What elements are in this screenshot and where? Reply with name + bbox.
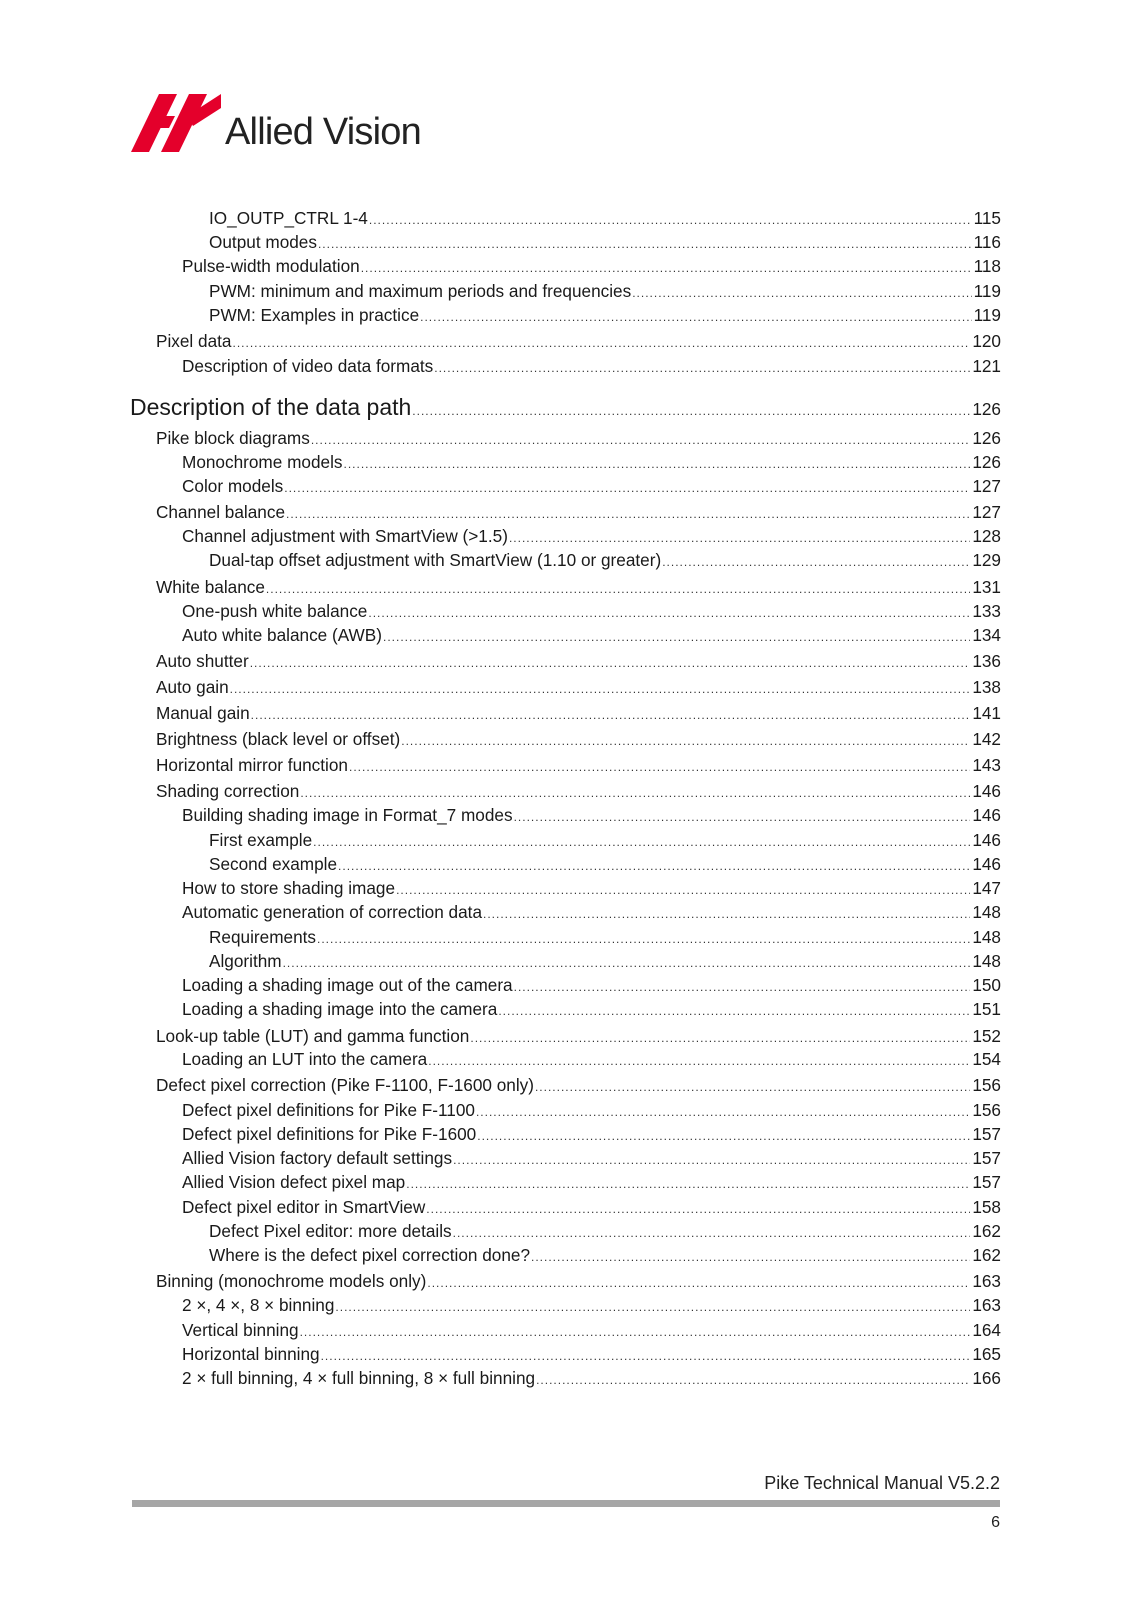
- toc-entry-title: Color models: [182, 476, 284, 496]
- toc-dot-leader: [335, 1296, 970, 1318]
- toc-dot-leader: [420, 306, 971, 328]
- toc-entry-title: Loading a shading image into the camera: [182, 999, 498, 1019]
- toc-dot-leader: [476, 1101, 970, 1123]
- toc-entry[interactable]: [156, 1074, 1001, 1096]
- toc-entry-page: 156: [972, 1075, 1001, 1095]
- footer-rule: [132, 1500, 1000, 1507]
- toc-entry-page: 166: [972, 1368, 1001, 1388]
- toc-dot-leader: [232, 332, 970, 354]
- toc-entry[interactable]: [182, 1048, 1001, 1070]
- toc-entry-page: 147: [972, 878, 1001, 898]
- toc-dot-leader: [361, 257, 972, 279]
- toc-entry-title: Automatic generation of correction data: [182, 902, 483, 922]
- toc-dot-leader: [286, 503, 970, 525]
- toc-entry-title: Second example: [209, 854, 338, 874]
- toc-entry-page: 120: [972, 331, 1001, 351]
- toc-dot-leader: [453, 1222, 971, 1244]
- toc-entry-page: 126: [972, 452, 1001, 472]
- toc-entry-page: 162: [972, 1221, 1001, 1241]
- toc-entry-page: 126: [972, 428, 1001, 448]
- toc-entry-title: Horizontal mirror function: [156, 755, 348, 775]
- toc-entry[interactable]: [182, 624, 1001, 646]
- toc-entry-page: 138: [972, 677, 1001, 697]
- toc-dot-leader: [317, 928, 970, 950]
- toc-entry-title: Channel adjustment with SmartView (>1.5): [182, 526, 508, 546]
- toc-entry-title: Auto shutter: [156, 651, 249, 671]
- toc-entry-page: 142: [972, 729, 1001, 749]
- toc-dot-leader: [426, 1198, 970, 1220]
- toc-entry-title: Shading correction: [156, 781, 300, 801]
- toc-entry-page: 164: [972, 1320, 1001, 1340]
- toc-dot-leader: [383, 626, 970, 648]
- toc-entry[interactable]: [209, 549, 1001, 571]
- toc-entry[interactable]: [156, 1025, 1001, 1047]
- toc-entry[interactable]: [156, 650, 1001, 672]
- toc-entry[interactable]: [182, 475, 1001, 497]
- toc-entry-page: 127: [972, 502, 1001, 522]
- brand-name: Allied Vision: [225, 111, 421, 153]
- toc-dot-leader: [514, 806, 971, 828]
- toc-entry[interactable]: [182, 901, 1001, 923]
- toc-entry[interactable]: [209, 207, 1001, 229]
- toc-entry-page: 165: [972, 1344, 1001, 1364]
- toc-entry[interactable]: [182, 1294, 1001, 1316]
- toc-dot-leader: [498, 1000, 970, 1022]
- toc-entry-title: 2 ×, 4 ×, 8 × binning: [182, 1295, 335, 1315]
- toc-entry[interactable]: [182, 1196, 1001, 1218]
- toc-entry-page: 163: [972, 1295, 1001, 1315]
- toc-dot-leader: [284, 477, 970, 499]
- toc-entry[interactable]: [209, 853, 1001, 875]
- toc-entry[interactable]: [156, 780, 1001, 802]
- toc-entry-page: 162: [972, 1245, 1001, 1265]
- toc-entry-page: 119: [973, 305, 1001, 325]
- toc-chapter-entry[interactable]: [130, 393, 1001, 421]
- toc-dot-leader: [531, 1246, 970, 1268]
- toc-entry-page: 158: [972, 1197, 1001, 1217]
- toc-entry-page: 119: [973, 281, 1001, 301]
- toc-entry-page: 121: [972, 356, 1001, 376]
- toc-entry[interactable]: [182, 255, 1001, 277]
- toc-entry[interactable]: [182, 600, 1001, 622]
- toc-dot-leader: [406, 1173, 970, 1195]
- toc-entry-page: 115: [973, 208, 1001, 228]
- toc-entry[interactable]: [156, 427, 1001, 449]
- toc-entry[interactable]: [156, 576, 1001, 598]
- toc-entry-title: Manual gain: [156, 703, 250, 723]
- toc-entry[interactable]: [182, 1123, 1001, 1145]
- toc-entry-title: Defect Pixel editor: more details: [209, 1221, 452, 1241]
- toc-dot-leader: [283, 952, 971, 974]
- toc-entry-title: Defect pixel definitions for Pike F-1100: [182, 1100, 475, 1120]
- toc-entry-title: Output modes: [209, 232, 317, 252]
- toc-dot-leader: [428, 1050, 970, 1072]
- toc-entry-page: 127: [972, 476, 1001, 496]
- toc-entry-page: 118: [973, 256, 1001, 276]
- toc-dot-leader: [470, 1027, 970, 1049]
- toc-entry[interactable]: [182, 1099, 1001, 1121]
- toc-dot-leader: [509, 527, 970, 549]
- toc-dot-leader: [266, 578, 970, 600]
- toc-entry-page: 157: [972, 1172, 1001, 1192]
- toc-dot-leader: [427, 1272, 970, 1294]
- toc-entry-title: Dual-tap offset adjustment with SmartView (1.10 or greater): [209, 550, 662, 570]
- toc-entry-title: Vertical binning: [182, 1320, 299, 1340]
- toc-entry-title: Allied Vision defect pixel map: [182, 1172, 406, 1192]
- toc-dot-leader: [311, 429, 971, 451]
- toc-entry[interactable]: [182, 1343, 1001, 1365]
- toc-dot-leader: [412, 397, 970, 425]
- toc-entry[interactable]: [209, 829, 1001, 851]
- toc-dot-leader: [396, 879, 970, 901]
- toc-entry-page: 141: [972, 703, 1001, 723]
- toc-entry[interactable]: [209, 926, 1001, 948]
- toc-entry-title: Pulse-width modulation: [182, 256, 360, 276]
- toc-dot-leader: [300, 1321, 971, 1343]
- toc-entry-page: 116: [973, 232, 1001, 252]
- toc-entry-page: 148: [972, 927, 1001, 947]
- toc-dot-leader: [632, 282, 971, 304]
- toc-entry-title: Description of video data formats: [182, 356, 434, 376]
- toc-entry-title: Defect pixel definitions for Pike F-1600: [182, 1124, 477, 1144]
- toc-dot-leader: [453, 1149, 970, 1171]
- toc-entry-title: Requirements: [209, 927, 316, 947]
- toc-entry-title: Defect pixel editor in SmartView: [182, 1197, 426, 1217]
- toc-dot-leader: [349, 756, 970, 778]
- toc-entry-page: 152: [972, 1026, 1001, 1046]
- toc-dot-leader: [662, 551, 970, 573]
- toc-dot-leader: [300, 782, 970, 804]
- toc-entry[interactable]: [209, 1244, 1001, 1266]
- toc-entry-page: 133: [972, 601, 1001, 621]
- toc-entry-page: 136: [972, 651, 1001, 671]
- toc-entry-title: IO_OUTP_CTRL 1-4: [209, 208, 368, 228]
- toc-dot-leader: [313, 831, 970, 853]
- toc-entry-title: Channel balance: [156, 502, 286, 522]
- toc-entry[interactable]: [182, 974, 1001, 996]
- toc-entry[interactable]: [182, 804, 1001, 826]
- toc-entry-title: One-push white balance: [182, 601, 368, 621]
- toc-entry-page: 148: [972, 902, 1001, 922]
- toc-entry-title: Allied Vision factory default settings: [182, 1148, 453, 1168]
- toc-entry-page: 126: [972, 399, 1001, 419]
- toc-dot-leader: [483, 903, 970, 925]
- footer-manual-title: Pike Technical Manual V5.2.2: [764, 1473, 1000, 1493]
- toc-entry[interactable]: [209, 1220, 1001, 1242]
- toc-entry[interactable]: [156, 676, 1001, 698]
- toc-entry-title: Brightness (black level or offset): [156, 729, 401, 749]
- toc-entry-title: How to store shading image: [182, 878, 396, 898]
- footer-page-number: 6: [991, 1514, 1000, 1531]
- toc-entry[interactable]: [156, 728, 1001, 750]
- toc-entry-title: Loading an LUT into the camera: [182, 1049, 428, 1069]
- toc-entry[interactable]: [209, 231, 1001, 253]
- toc-entry-title: Algorithm: [209, 951, 282, 971]
- toc-entry-page: 154: [972, 1049, 1001, 1069]
- toc-entry-title: Description of the data path: [130, 394, 412, 420]
- toc-entry-page: 157: [972, 1148, 1001, 1168]
- toc-entry-page: 148: [972, 951, 1001, 971]
- toc-entry-page: 129: [972, 550, 1001, 570]
- toc-entry-title: Defect pixel correction (Pike F-1100, F-1600 only): [156, 1075, 534, 1095]
- toc-entry-title: White balance: [156, 577, 265, 597]
- toc-entry-page: 134: [972, 625, 1001, 645]
- toc-entry-page: 156: [972, 1100, 1001, 1120]
- toc-entry[interactable]: [182, 1367, 1001, 1389]
- toc-entry-page: 146: [972, 830, 1001, 850]
- toc-entry[interactable]: [209, 950, 1001, 972]
- toc-entry[interactable]: [182, 525, 1001, 547]
- toc-entry-title: Building shading image in Format_7 modes: [182, 805, 513, 825]
- toc-entry[interactable]: [209, 304, 1001, 326]
- toc-dot-leader: [368, 602, 970, 624]
- toc-dot-leader: [321, 1345, 971, 1367]
- toc-entry-title: PWM: minimum and maximum periods and frequencies: [209, 281, 632, 301]
- toc-dot-leader: [344, 453, 971, 475]
- toc-entry-page: 128: [972, 526, 1001, 546]
- toc-entry[interactable]: [182, 877, 1001, 899]
- toc-dot-leader: [477, 1125, 970, 1147]
- toc-dot-leader: [250, 652, 971, 674]
- toc-entry[interactable]: [156, 501, 1001, 523]
- toc-dot-leader: [514, 976, 971, 998]
- toc-dot-leader: [535, 1076, 970, 1098]
- toc-entry-page: 143: [972, 755, 1001, 775]
- toc-entry-title: Auto white balance (AWB): [182, 625, 382, 645]
- toc-entry[interactable]: [156, 1270, 1001, 1292]
- toc-dot-leader: [536, 1369, 970, 1391]
- toc-entry-page: 163: [972, 1271, 1001, 1291]
- toc-entry-title: PWM: Examples in practice: [209, 305, 420, 325]
- toc-entry-title: Horizontal binning: [182, 1344, 320, 1364]
- toc-entry-title: Monochrome models: [182, 452, 343, 472]
- toc-entry-page: 151: [972, 999, 1001, 1019]
- toc-dot-leader: [369, 209, 972, 231]
- toc-entry-title: Binning (monochrome models only): [156, 1271, 427, 1291]
- toc-dot-leader: [230, 678, 971, 700]
- toc-entry-page: 157: [972, 1124, 1001, 1144]
- toc-dot-leader: [434, 357, 970, 379]
- toc-entry[interactable]: [182, 1147, 1001, 1169]
- toc-entry[interactable]: [182, 451, 1001, 473]
- toc-entry-title: Where is the defect pixel correction done?: [209, 1245, 531, 1265]
- toc-entry[interactable]: [182, 1171, 1001, 1193]
- toc-entry-page: 146: [972, 854, 1001, 874]
- toc-entry-page: 131: [972, 577, 1001, 597]
- toc-entry[interactable]: [182, 355, 1001, 377]
- toc-entry[interactable]: [182, 998, 1001, 1020]
- toc-entry-page: 146: [972, 781, 1001, 801]
- toc-entry-title: 2 × full binning, 4 × full binning, 8 × full binning: [182, 1368, 536, 1388]
- toc-dot-leader: [318, 233, 972, 255]
- toc-entry-title: Auto gain: [156, 677, 229, 697]
- toc-entry-title: Pike block diagrams: [156, 428, 310, 448]
- toc-dot-leader: [338, 855, 970, 877]
- toc-entry-page: 150: [972, 975, 1001, 995]
- toc-entry[interactable]: [182, 1319, 1001, 1341]
- toc-entry-title: Loading a shading image out of the camera: [182, 975, 513, 995]
- toc-entry[interactable]: [209, 280, 1001, 302]
- toc-entry-title: Look-up table (LUT) and gamma function: [156, 1026, 470, 1046]
- toc-entry[interactable]: [156, 702, 1001, 724]
- toc-entry-title: Pixel data: [156, 331, 232, 351]
- toc-dot-leader: [401, 730, 970, 752]
- toc-dot-leader: [251, 704, 971, 726]
- toc-entry-title: First example: [209, 830, 313, 850]
- toc-entry[interactable]: [156, 330, 1001, 352]
- toc-entry-page: 146: [972, 805, 1001, 825]
- toc-entry[interactable]: [156, 754, 1001, 776]
